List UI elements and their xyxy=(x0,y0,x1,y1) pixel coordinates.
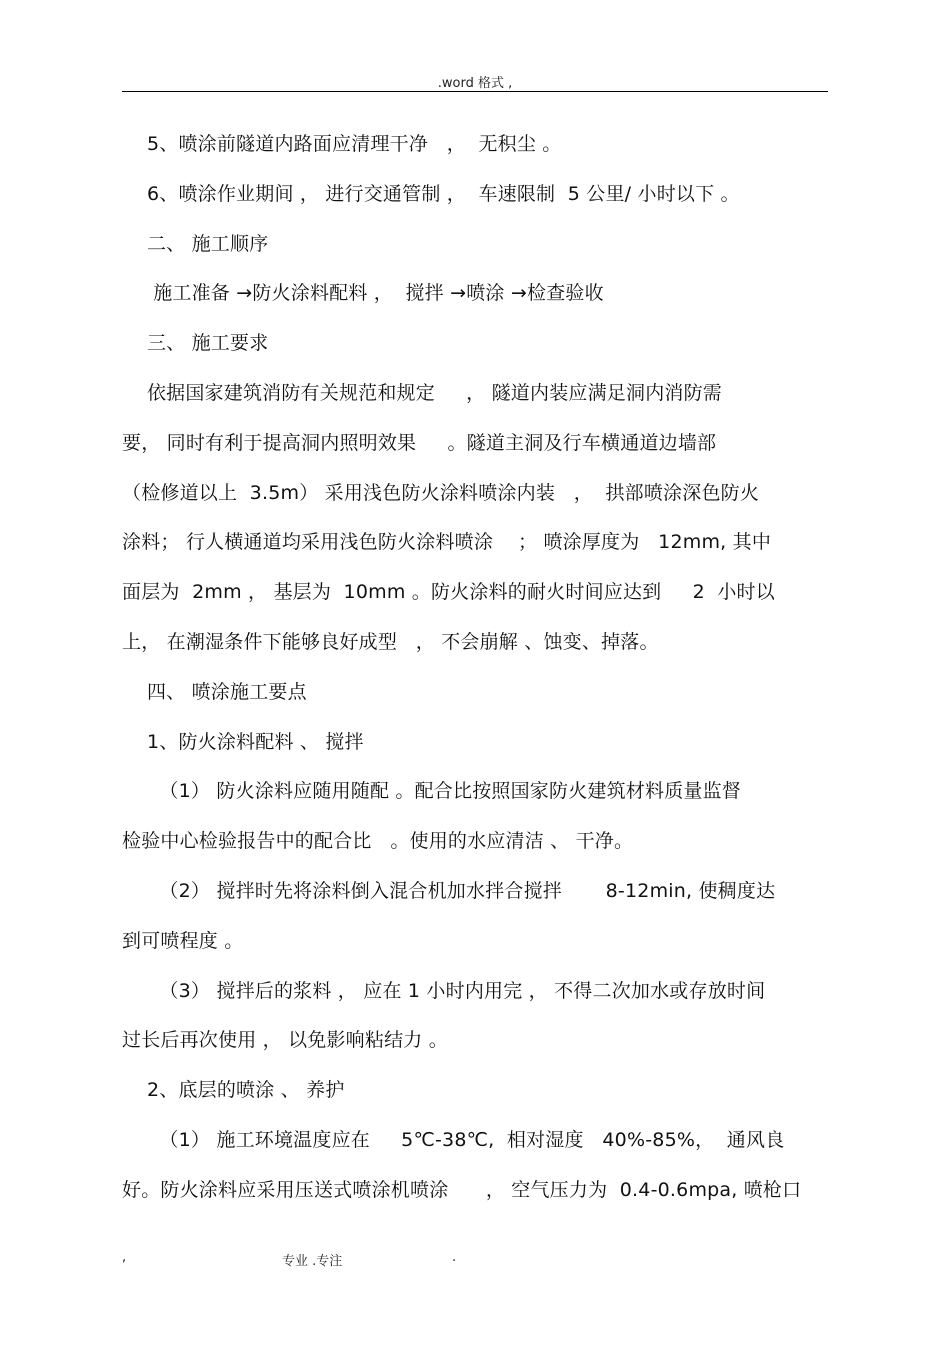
text-line: 好。防火涂料应采用压送式喷涂机喷涂 ， 空气压力为 0.4-0.6mpa, 喷枪口 xyxy=(122,1179,802,1201)
text-line: 三、 施工要求 xyxy=(122,332,269,354)
text-line: 面层为 2mm ， 基层为 10mm 。防火涂料的耐火时间应达到 2 小时以 xyxy=(122,581,775,603)
text-line: （3） 搅拌后的浆料 ， 应在 1 小时内用完 ， 不得二次加水或存放时间 xyxy=(122,980,766,1002)
text-line: 检验中心检验报告中的配合比 。使用的水应清洁 、 干净。 xyxy=(122,830,634,852)
text-line: （1） 施工环境温度应在 5℃-38℃, 相对湿度 40%-85%， 通风良 xyxy=(122,1129,785,1151)
text-line: 依据国家建筑消防有关规范和规定 ， 隧道内装应满足洞内消防需 xyxy=(122,382,722,404)
text-line: 到可喷程度 。 xyxy=(122,930,244,952)
footer-left: , xyxy=(122,1250,127,1265)
footer-center: 专业 .专注 xyxy=(282,1254,343,1269)
text-line: （检修道以上 3.5m） 采用浅色防火涂料喷涂内装 ， 拱部喷涂深色防火 xyxy=(122,482,760,504)
text-line: 要， 同时有利于提高洞内照明效果 。隧道主洞及行车横通道边墙部 xyxy=(122,432,717,454)
text-line: 上， 在潮湿条件下能够良好成型 ， 不会崩解 、蚀变、掉落。 xyxy=(122,631,659,653)
text-line: 施工准备 →防火涂料配料 ， 搅拌 →喷涂 →检查验收 xyxy=(122,282,604,304)
header-rule xyxy=(122,91,828,92)
text-line: 5、喷涂前隧道内路面应清理干净 ， 无积尘 。 xyxy=(122,133,562,155)
text-line: 1、防火涂料配料 、 搅拌 xyxy=(122,731,364,753)
text-line: 四、 喷涂施工要点 xyxy=(122,681,307,703)
text-line: 6、喷涂作业期间 ， 进行交通管制 ， 车速限制 5 公里/ 小时以下 。 xyxy=(122,183,740,205)
footer-right: . xyxy=(452,1250,457,1265)
text-line: （1） 防火涂料应随用随配 。配合比按照国家防火建筑材料质量监督 xyxy=(122,780,742,802)
text-line: （2） 搅拌时先将涂料倒入混合机加水拌合搅拌 8-12min, 使稠度达 xyxy=(122,880,776,902)
text-line: 二、 施工顺序 xyxy=(122,233,269,255)
text-line: 涂料； 行人横通道均采用浅色防火涂料喷涂 ； 喷涂厚度为 12mm, 其中 xyxy=(122,531,772,553)
text-line: 2、底层的喷涂 、 养护 xyxy=(122,1079,345,1101)
text-line: 过长后再次使用 ， 以免影响粘结力 。 xyxy=(122,1029,448,1051)
page-header: .word 格式 , xyxy=(437,76,513,91)
